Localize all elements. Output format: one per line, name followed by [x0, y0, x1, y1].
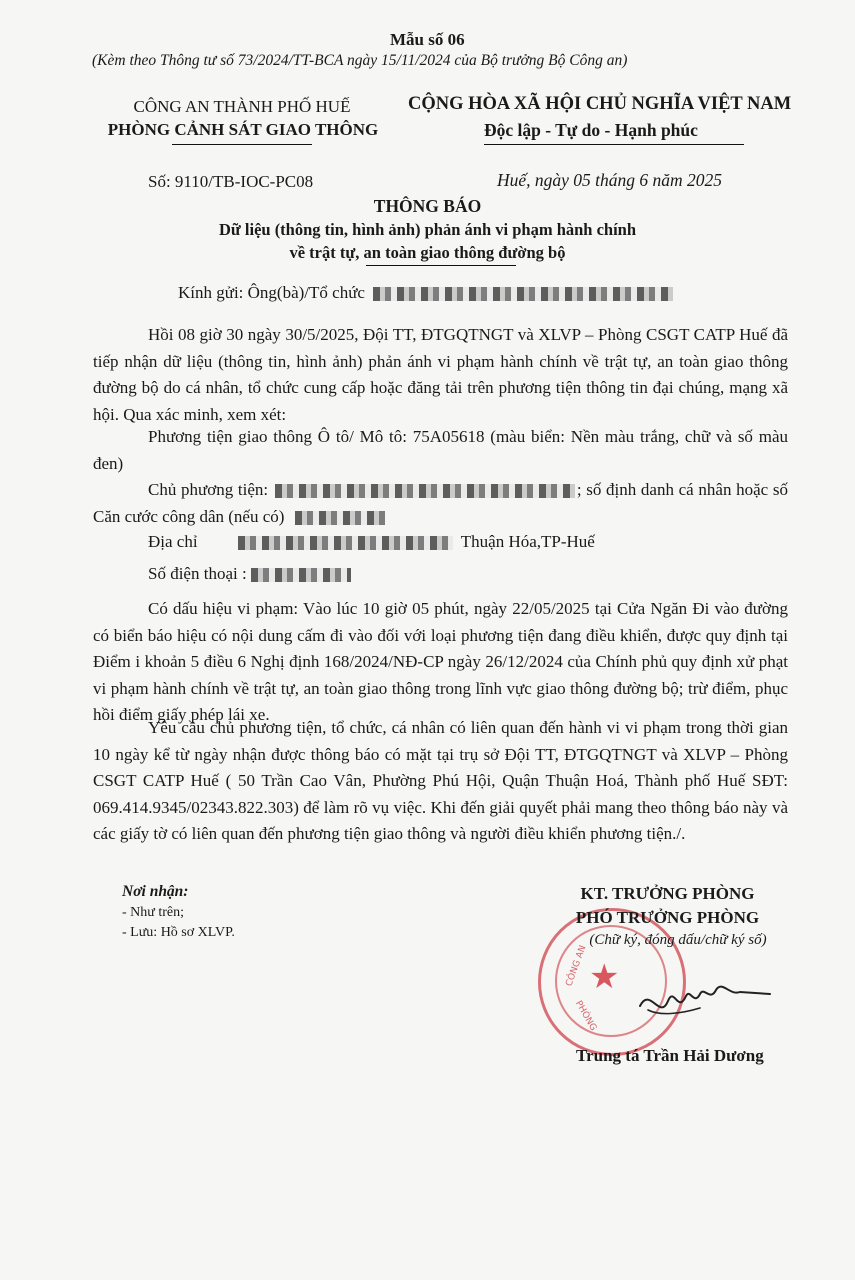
phone-line	[148, 564, 351, 584]
agency-underline	[172, 144, 312, 145]
form-reference: (Kèm theo Thông tư số 73/2024/TT-BCA ngày 15/11/2024 của Bộ trưởng Bộ Công an)	[92, 52, 628, 69]
form-number: Mẫu số 06	[390, 30, 465, 49]
recipient-item-1: - Như trên;	[122, 905, 185, 920]
address-label: Địa chỉ	[148, 532, 198, 551]
document-number: Số: 9110/TB-IOC-PC08	[148, 172, 314, 191]
motto-underline	[484, 144, 744, 145]
owner-paragraph	[93, 477, 788, 530]
recipients-title: Nơi nhận:	[122, 883, 189, 900]
agency-name: CÔNG AN THÀNH PHỐ HUẾ	[133, 97, 351, 116]
seal-star-icon: ★	[589, 957, 620, 997]
recipient-line	[178, 283, 673, 303]
redacted-owner-name	[275, 484, 575, 498]
request-paragraph: Yêu cầu chủ phương tiện, tổ chức, cá nhân có liên quan đến hành vi vi phạm trong thời gian 10 ngày kể từ ngày nhận được thông báo có mặt tại trụ sở Đội TT, ĐTGQTNGT và XLVP – Phòng CSGT CATP Huế ( 50 Trần Cao Vân, Phường Phú Hội, Quận Thuận Hoá, Thành phố Huế SĐT: 069.414.9345/02343.822.303) để làm rõ vụ việc. Khi đến giải quyết phải mang theo thông báo này và các giấy tờ có liên quan đến phương tiện giao thông và người điều khiển phương tiện./.	[93, 718, 788, 843]
document-title: THÔNG BÁO	[373, 196, 482, 216]
handwritten-signature	[630, 966, 780, 1026]
intro-paragraph: Hồi 08 giờ 30 ngày 30/5/2025, Đội TT, ĐTGQTNGT và XLVP – Phòng CSGT CATP Huế đã tiếp nhận dữ liệu (thông tin, hình ảnh) phản ánh vi phạm hành chính về trật tự, an toàn giao thông đường bộ do cá nhân, tổ chức cung cấp hoặc đăng tải trên phương tiện thông tin đại chúng, mạng xã hội. Qua xác minh, xem xét:	[93, 325, 788, 424]
document-subtitle-line1: Dữ liệu (thông tin, hình ảnh) phản ánh vi phạm hành chính	[218, 220, 637, 239]
national-motto: Độc lập - Tự do - Hạnh phúc	[484, 120, 698, 140]
redacted-phone	[251, 568, 351, 582]
violation-paragraph: Có dấu hiệu vi phạm: Vào lúc 10 giờ 05 phút, ngày 22/05/2025 tại Cửa Ngăn Đi vào đường có biển báo hiệu có nội dung cấm đi vào đối với loại phương tiện đang điều khiển, được quy định tại Điểm i khoản 5 điều 6 Nghị định 168/2024/NĐ-CP ngày 26/12/2024 của Chính phủ quy định xử phạt vi phạm hành chính về trật tự, an toàn giao thông trong lĩnh vực giao thông đường bộ; trừ điểm, phục hồi điểm giấy phép lái xe.	[93, 599, 788, 724]
sign-title-2: PHÓ TRƯỞNG PHÒNG	[575, 908, 760, 927]
redacted-id-number	[295, 511, 385, 525]
agency-department: PHÒNG CẢNH SÁT GIAO THÔNG	[107, 120, 379, 139]
seal-text-side: PHÒNG	[572, 999, 599, 1033]
place-date: Huế, ngày 05 tháng 6 năm 2025	[497, 170, 723, 190]
redacted-recipient-name	[373, 287, 673, 301]
sign-title-1: KT. TRƯỞNG PHÒNG	[580, 884, 755, 903]
title-underline	[366, 265, 516, 266]
recipient-item-2: - Lưu: Hồ sơ XLVP.	[122, 925, 235, 940]
seal-text-top: CÔNG AN	[564, 944, 589, 988]
signer-name: Trung tá Trần Hải Dương	[576, 1046, 764, 1065]
document-subtitle-line2: về trật tự, an toàn giao thông đường bộ	[289, 243, 566, 262]
vehicle-paragraph: Phương tiện giao thông Ô tô/ Mô tô: 75A05618 (màu biển: Nền màu trắng, chữ và số màu đen)	[93, 427, 788, 473]
redacted-address	[238, 536, 453, 550]
owner-label: Chủ phương tiện:	[148, 480, 269, 499]
recipient-label: Kính gửi: Ông(bà)/Tổ chức	[178, 283, 365, 302]
sign-note: (Chữ ký, đóng dấu/chữ ký số)	[589, 932, 767, 948]
owner-id-text: ; số định danh cá nhân hoặc số Căn cước công dân (nếu có)	[93, 480, 789, 526]
address-line	[148, 532, 595, 552]
address-tail: Thuận Hóa,TP-Huế	[460, 532, 595, 551]
national-title: CỘNG HÒA XÃ HỘI CHỦ NGHĨA VIỆT NAM	[408, 94, 792, 114]
phone-label: Số điện thoại :	[148, 564, 247, 583]
